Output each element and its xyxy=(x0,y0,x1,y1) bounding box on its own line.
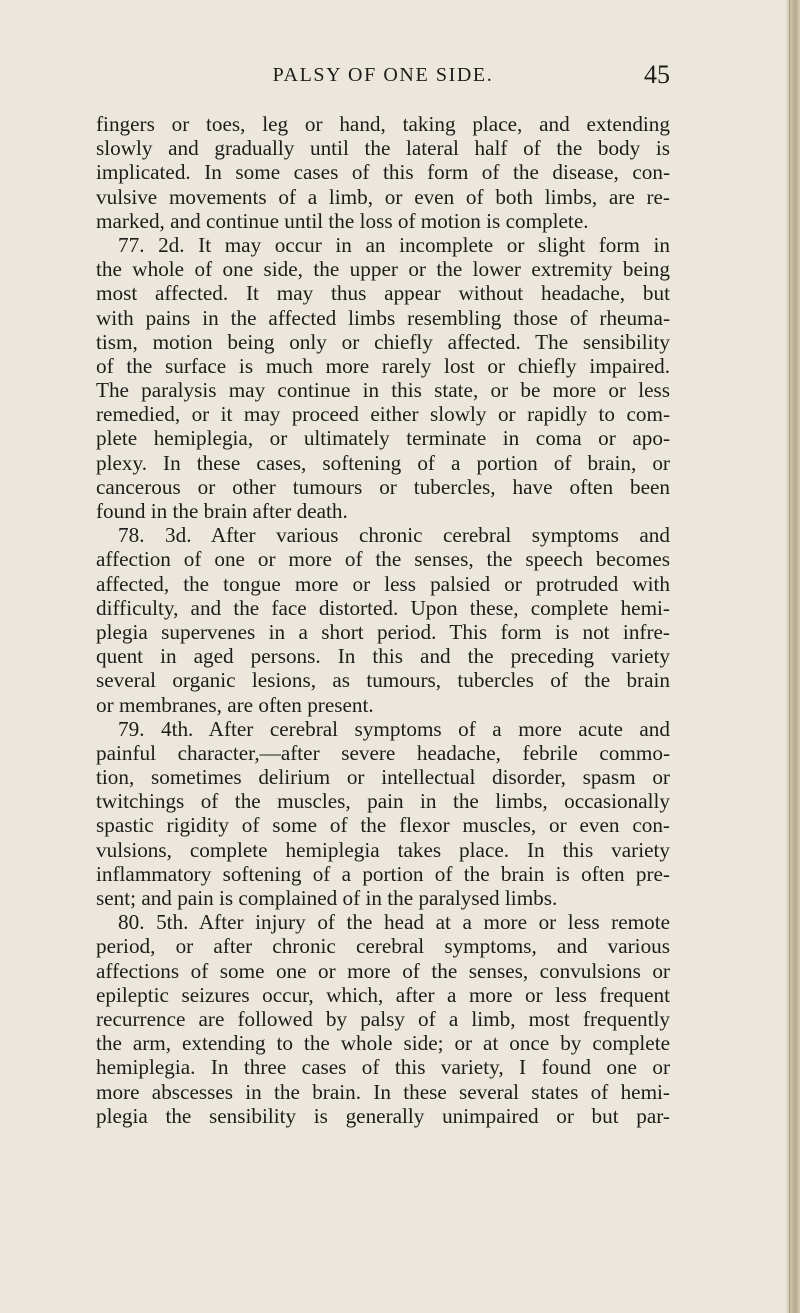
body-text xyxy=(96,112,670,1128)
text-line: painful character,—after severe headache, febrile commo- xyxy=(96,740,670,765)
text-line: found in the brain after death. xyxy=(96,499,348,523)
text-line: implicated. In some cases of this form of the disease, con- xyxy=(96,160,670,185)
text-line: remedied, or it may proceed either slowly or rapidly to com- xyxy=(96,402,670,427)
text-line: more abscesses in the brain. In these several states of hemi- xyxy=(96,1079,670,1104)
text-line: period, or after chronic cerebral symptoms, and various xyxy=(96,934,670,959)
page-header xyxy=(96,60,670,98)
text-line: tism, motion being only or chiefly affected. The sensibility xyxy=(96,329,670,354)
text-line: the arm, extending to the whole side; or at once by complete xyxy=(96,1031,670,1056)
paragraph-79-start: 79. 4th. After cerebral symptoms of a more acute and xyxy=(118,716,670,741)
text-line: spastic rigidity of some of the flexor muscles, or even con- xyxy=(96,813,670,838)
text-line: vulsive movements of a limb, or even of both limbs, are re- xyxy=(96,184,670,209)
text-line: marked, and continue until the loss of motion is complete. xyxy=(96,208,589,233)
text-line: plegia supervenes in a short period. This form is not infre- xyxy=(96,619,670,644)
text-line: plegia the sensibility is generally unimpaired or but par- xyxy=(96,1103,670,1128)
text-line: affections of some one or more of the senses, convulsions or xyxy=(96,958,670,983)
page-edge-line xyxy=(789,0,790,1313)
text-line: difficulty, and the face distorted. Upon these, complete hemi- xyxy=(96,595,670,620)
paragraph-77-start: 77. 2d. It may occur in an incomplete or slight form in xyxy=(118,232,670,257)
text-line: sent; and pain is complained of in the paralysed limbs. xyxy=(96,886,558,910)
paragraph-80-start: 80. 5th. After injury of the head at a more or less remote xyxy=(118,910,670,935)
text-line: epileptic seizures occur, which, after a more or less frequent xyxy=(96,982,670,1007)
text-line: recurrence are followed by palsy of a limb, most frequently xyxy=(96,1006,670,1031)
text-line: slowly and gradually until the lateral half of the body is xyxy=(96,136,670,161)
text-line: fingers or toes, leg or hand, taking place, and extending xyxy=(96,112,670,136)
text-line: twitchings of the muscles, pain in the limbs, occasionally xyxy=(96,789,670,814)
text-line: The paralysis may continue in this state, or be more or less xyxy=(96,378,670,403)
text-line: or membranes, are often present. xyxy=(96,692,374,717)
text-line: affected, the tongue more or less palsied or protruded with xyxy=(96,571,670,596)
text-line: plete hemiplegia, or ultimately terminate in coma or apo- xyxy=(96,426,670,451)
text-line: quent in aged persons. In this and the preceding variety xyxy=(96,644,670,669)
text-line: several organic lesions, as tumours, tubercles of the brain xyxy=(96,668,670,693)
text-line: with pains in the affected limbs resembling those of rheuma- xyxy=(96,305,670,330)
text-line: the whole of one side, the upper or the lower extremity being xyxy=(96,257,670,282)
page-number: 45 xyxy=(644,60,670,89)
text-line: vulsions, complete hemiplegia takes place. In this variety xyxy=(96,837,670,862)
text-line: most affected. It may thus appear without headache, but xyxy=(96,281,670,306)
running-head: PALSY OF ONE SIDE. xyxy=(272,64,494,86)
text-line: of the surface is much more rarely lost or chiefly impaired. xyxy=(96,353,670,378)
text-line: plexy. In these cases, softening of a portion of brain, or xyxy=(96,450,670,475)
text-line: affection of one or more of the senses, the speech becomes xyxy=(96,547,670,572)
paragraph-78-start: 78. 3d. After various chronic cerebral symptoms and xyxy=(118,523,670,548)
text-line: hemiplegia. In three cases of this variety, I found one or xyxy=(96,1055,670,1080)
text-line: inflammatory softening of a portion of the brain is often pre- xyxy=(96,861,670,886)
text-line: tion, sometimes delirium or intellectual disorder, spasm or xyxy=(96,765,670,790)
text-line: cancerous or other tumours or tubercles, have often been xyxy=(96,474,670,499)
